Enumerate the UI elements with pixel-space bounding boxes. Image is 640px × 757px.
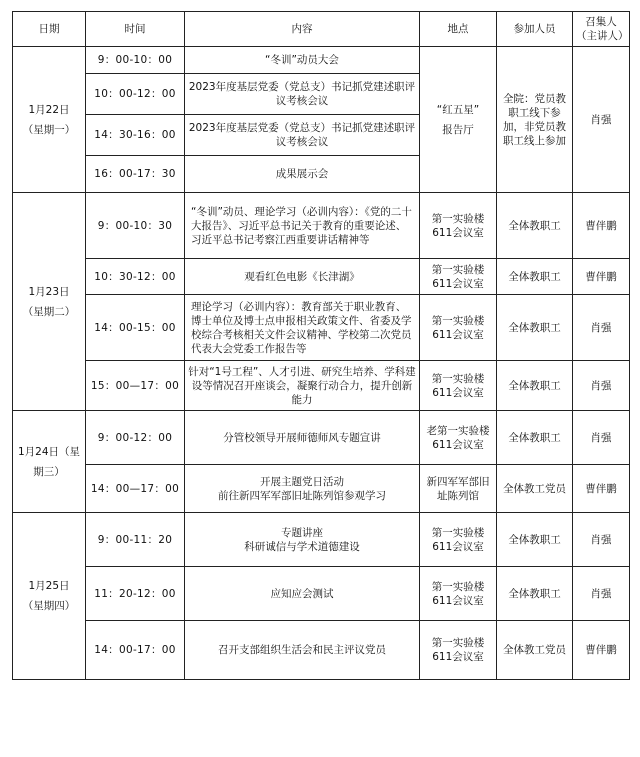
location-cell: 第一实验楼611会议室: [420, 259, 497, 295]
time-cell: 14：00-15：00: [86, 295, 185, 361]
time-cell: 15：00—17：00: [86, 361, 185, 411]
table-row: [13, 567, 630, 621]
date-cell: [13, 193, 86, 411]
table-row: [13, 465, 630, 513]
host-cell: 曹伴鹏: [573, 621, 630, 680]
content-cell: 2023年度基层党委（党总支）书记抓党建述职评议考核会议: [185, 115, 420, 156]
location-cell: 第一实验楼611会议室: [420, 513, 497, 567]
location-cell: 第一实验楼611会议室: [420, 361, 497, 411]
location-cell: 第一实验楼611会议室: [420, 567, 497, 621]
date-cell: [13, 47, 86, 193]
time-cell: 16：00-17：30: [86, 156, 185, 193]
location-cell: 第一实验楼611会议室: [420, 295, 497, 361]
content-cell: 针对“1号工程”、人才引进、研究生培养、学科建设等情况召开座谈会，凝聚行动合力，提升创新能力: [185, 361, 420, 411]
header-row: [13, 12, 630, 47]
table-row: [13, 259, 630, 295]
location-cell: 新四军军部旧址陈列馆: [420, 465, 497, 513]
table-row: [13, 193, 630, 259]
content-cell: 成果展示会: [185, 156, 420, 193]
content-cell: 开展主题党日活动 前往新四军军部旧址陈列馆参观学习: [185, 465, 420, 513]
table-row: [13, 411, 630, 465]
schedule-table: [12, 11, 630, 680]
date-cell: [13, 513, 86, 680]
participants-cell: 全体教职工: [497, 411, 573, 465]
table-row: [13, 513, 630, 567]
header-date: 日期: [13, 12, 86, 47]
location-cell: 第一实验楼611会议室: [420, 193, 497, 259]
participants-cell: 全体教职工: [497, 193, 573, 259]
time-cell: 9：00-10：30: [86, 193, 185, 259]
time-cell: 14：30-16：00: [86, 115, 185, 156]
time-cell: 14：00—17：00: [86, 465, 185, 513]
time-cell: 9：00-12：00: [86, 411, 185, 465]
participants-cell: 全体教职工: [497, 513, 573, 567]
host-cell: 肖强: [573, 411, 630, 465]
host-cell: 肖强: [573, 295, 630, 361]
table-row: [13, 621, 630, 680]
content-cell: “冬训”动员大会: [185, 47, 420, 74]
content-cell: 召开支部组织生活会和民主评议党员: [185, 621, 420, 680]
header-time: 时间: [86, 12, 185, 47]
host-cell: 肖强: [573, 567, 630, 621]
time-cell: 9：00-11：20: [86, 513, 185, 567]
participants-cell: 全体教工党员: [497, 465, 573, 513]
time-cell: 11：20-12：00: [86, 567, 185, 621]
content-cell: 分管校领导开展师德师风专题宣讲: [185, 411, 420, 465]
content-cell: 专题讲座 科研诚信与学术道德建设: [185, 513, 420, 567]
table-row: [13, 295, 630, 361]
host-cell: 曹伴鹏: [573, 465, 630, 513]
weekday-text: （星期四）: [22, 600, 76, 612]
host-cell: 肖强: [573, 361, 630, 411]
header-content: 内容: [185, 12, 420, 47]
content-cell: 理论学习（必训内容）：教育部关于职业教育、博士单位及博士点申报相关政策文件、省委及学校综合考核相关文件会议精神、学校第二次党员代表大会党委工作报告等: [185, 295, 420, 361]
participants-cell: 全体教职工: [497, 295, 573, 361]
time-cell: 14：00-17：00: [86, 621, 185, 680]
host-cell: 曹伴鹏: [573, 193, 630, 259]
date-cell: [13, 411, 86, 513]
location-cell: “红五星” 报告厅: [420, 47, 497, 193]
header-location: 地点: [420, 12, 497, 47]
location-cell: 老第一实验楼611会议室: [420, 411, 497, 465]
weekday-text: （星期二）: [22, 305, 76, 318]
table-row: [13, 361, 630, 411]
host-cell: 肖强: [573, 513, 630, 567]
header-participants: 参加人员: [497, 12, 573, 47]
header-host: 召集人（主讲人）: [573, 12, 630, 47]
date-text: 1月24日（星期三）: [17, 445, 81, 478]
date-text: 1月25日: [28, 580, 70, 592]
participants-cell: 全体教职工: [497, 567, 573, 621]
content-cell: 2023年度基层党委（党总支）书记抓党建述职评议考核会议: [185, 74, 420, 115]
participants-cell: 全体教工党员: [497, 621, 573, 680]
participants-cell: 全院：党员教职工线下参加，非党员教职工线上参加: [497, 47, 573, 193]
time-cell: 9：00-10：00: [86, 47, 185, 74]
host-cell: 曹伴鹏: [573, 259, 630, 295]
time-cell: 10：00-12：00: [86, 74, 185, 115]
date-text: 1月22日: [28, 103, 70, 116]
table-row: [13, 47, 630, 74]
location-cell: 第一实验楼611会议室: [420, 621, 497, 680]
participants-cell: 全体教职工: [497, 361, 573, 411]
weekday-text: （星期一）: [22, 123, 76, 136]
content-cell: 观看红色电影《长津湖》: [185, 259, 420, 295]
participants-cell: 全体教职工: [497, 259, 573, 295]
content-cell: “冬训”动员、理论学习（必训内容）：《党的二十大报告》、习近平总书记关于教育的重要论述、习近平总书记考察江西重要讲话精神等: [185, 193, 420, 259]
content-cell: 应知应会测试: [185, 567, 420, 621]
host-cell: 肖强: [573, 47, 630, 193]
time-cell: 10：30-12：00: [86, 259, 185, 295]
date-text: 1月23日: [28, 285, 70, 298]
